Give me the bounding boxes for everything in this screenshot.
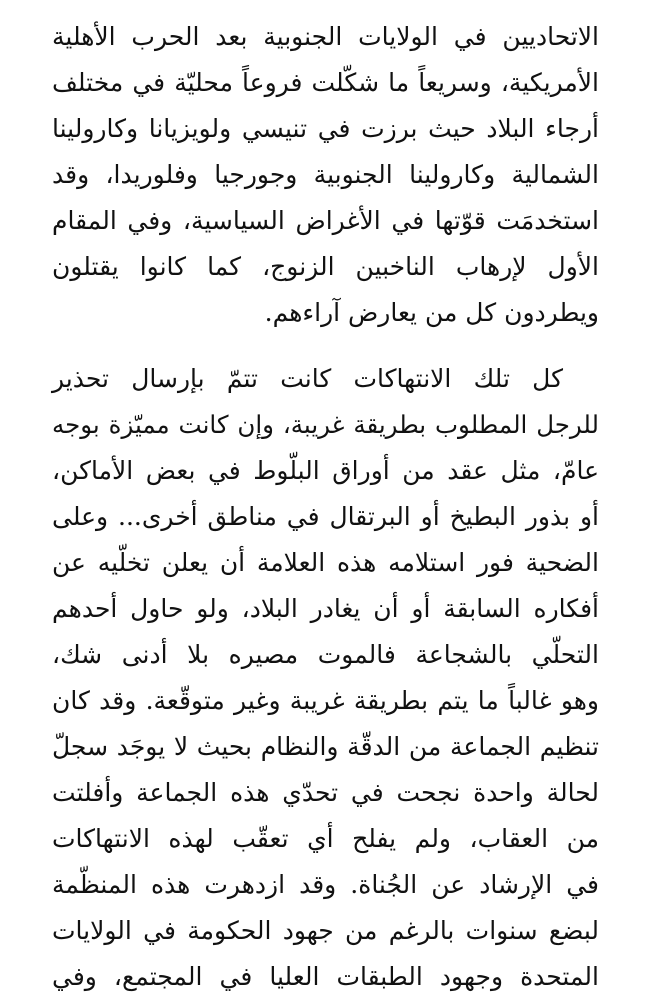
paragraph-spacer (52, 336, 599, 356)
text-line: المتحدة وجهود الطبقات العليا في المجتمع، وفي (52, 962, 599, 991)
text-line: وهو غالباً ما يتم بطريقة غريبة وغير متوقّعة. وقد كان (52, 686, 599, 715)
text-line: ويطردون كل من يعارض آراءهم. (264, 298, 599, 327)
paragraph-1 (52, 14, 599, 336)
text-line: الأول لإرهاب الناخبين الزنوج، كما كانوا يقتلون (52, 252, 599, 281)
text-line: استخدمَت قوّتها في الأغراض السياسية، وفي المقام (52, 206, 599, 235)
text-line: التحلّي بالشجاعة فالموت مصيره بلا أدنى شك، (52, 640, 599, 669)
text-line: من العقاب، ولم يفلح أي تعقّب لهذه الانتهاكات (52, 824, 599, 853)
text-line: أو بذور البطيخ أو البرتقال في مناطق أخرى... وعلى (52, 502, 599, 531)
text-line: أفكاره السابقة أو أن يغادر البلاد، ولو حاول أحدهم (52, 594, 599, 623)
text-line: في الإرشاد عن الجُناة. وقد ازدهرت هذه المنظّمة (52, 870, 599, 899)
book-page (0, 14, 651, 1000)
text-line: الأمريكية، وسريعاً ما شكّلت فروعاً محليّة في مختلف (52, 68, 599, 97)
text-line: للرجل المطلوب بطريقة غريبة، وإن كانت مميّزة بوجه (52, 410, 599, 439)
text-line: الضحية فور استلامه هذه العلامة أن يعلن تخلّيه عن (52, 548, 599, 577)
text-line: لحالة واحدة نجحت في تحدّي هذه الجماعة وأفلتت (52, 778, 599, 807)
text-line: تنظيم الجماعة من الدقّة والنظام بحيث لا يوجَد سجلّ (52, 732, 599, 761)
text-column (52, 14, 599, 1000)
text-line: كل تلك الانتهاكات كانت تتمّ بإرسال تحذير (52, 364, 563, 393)
text-line: عامّ، مثل عقد من أوراق البلّوط في بعض الأماكن، (52, 456, 599, 485)
text-line: لبضع سنوات بالرغم من جهود الحكومة في الولايات (52, 916, 599, 945)
text-line: الاتحاديين في الولايات الجنوبية بعد الحرب الأهلية (52, 22, 599, 51)
text-line: الشمالية وكارولينا الجنوبية وجورجيا وفلوريدا، وقد (52, 160, 599, 189)
text-line: أرجاء البلاد حيث برزت في تنيسي ولويزيانا وكارولينا (52, 114, 599, 143)
paragraph-2 (52, 356, 599, 1000)
